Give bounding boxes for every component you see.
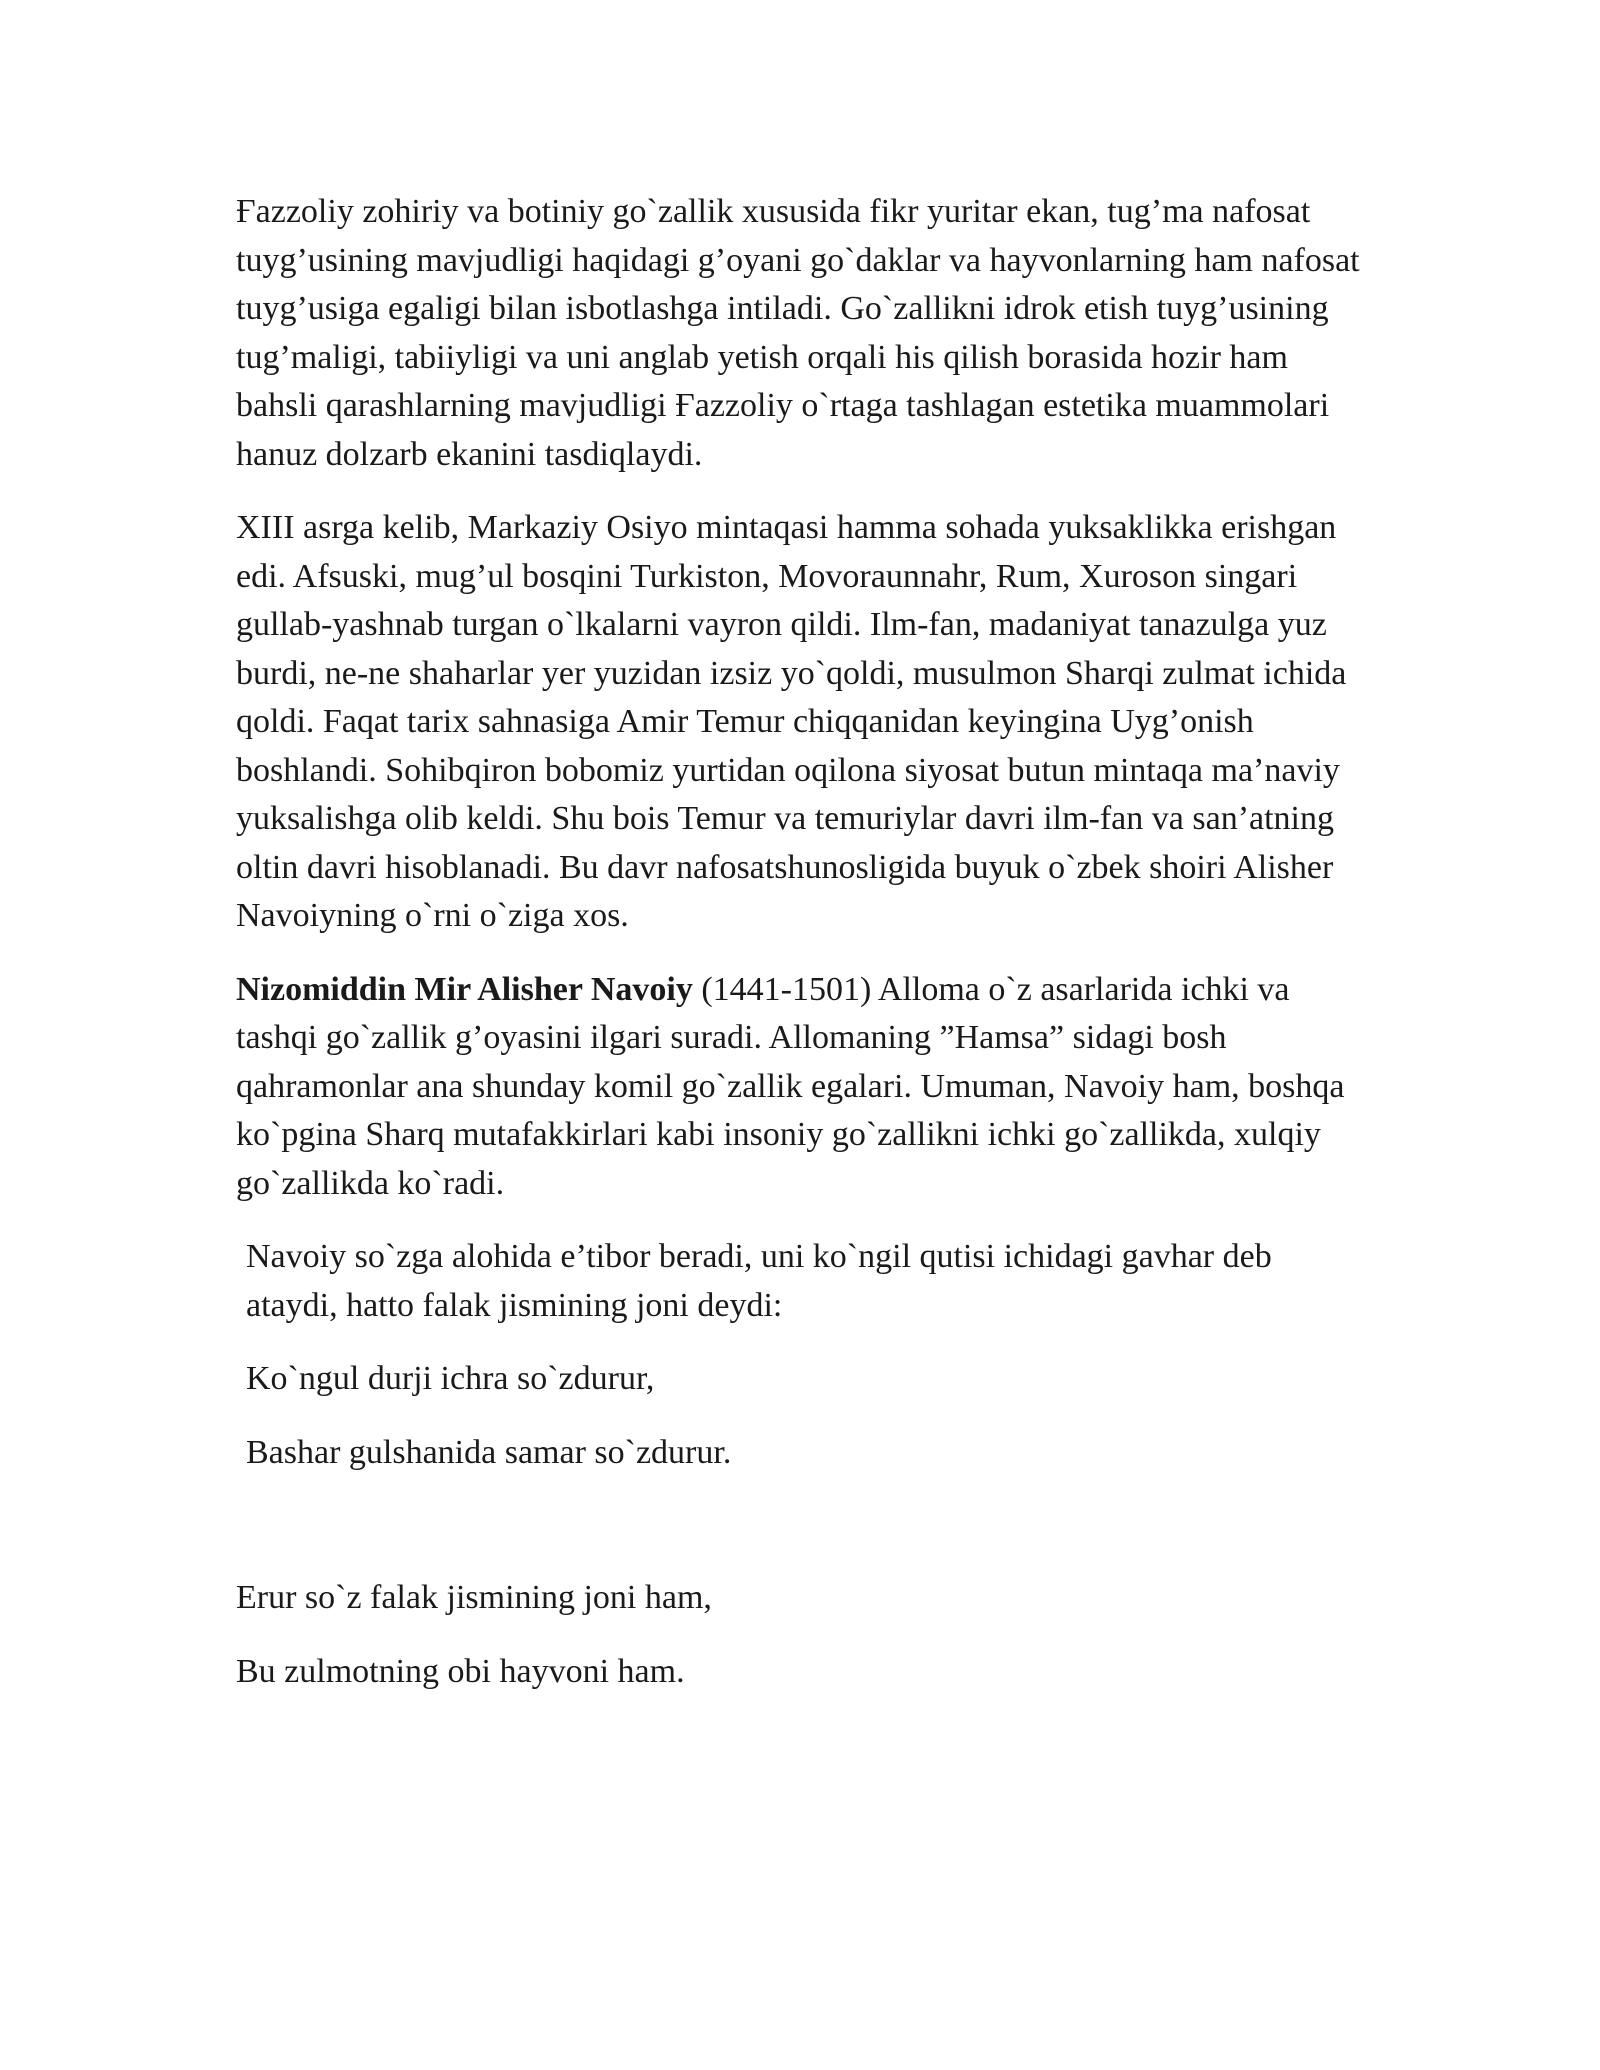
verse-line-3: Erur so`z falak jismining joni ham, bbox=[236, 1579, 712, 1616]
verse-line-1: Ko`ngul durji ichra so`zdurur, bbox=[246, 1360, 655, 1397]
paragraph-verse-intro: Navoiy so`zga alohida e’tibor beradi, uni ko`ngil qutisi ichidagi gavhar deb ataydi, hatto falak jismining joni deydi: bbox=[246, 1238, 1272, 1324]
navoiy-text: (1441-1501) Alloma o`z asarlarida ichki va tashqi go`zallik g’oyasini ilgari suradi. Allomaning ”Hamsa” sidagi bosh qahramonlar ana shunday komil go`zallik egalari. Umuman, Navoiy ham, boshqa ko`pgina Sharq mutafakkirlari kabi insoniy go`zallikni ichki go`zallikda, xulqiy go`zallikda ko`radi. bbox=[236, 970, 1345, 1202]
verse-gap bbox=[236, 1502, 1366, 1574]
paragraph-gazzoliy: Ғazzoliy zohiriy va botiniy go`zallik xususida fikr yuritar ekan, tug’ma nafosat tuyg’usining mavjudligi haqidagi g’oyani go`daklar va hayvonlarning ham nafosat tuyg’usiga egaligi bilan isbotlashga intiladi. Go`zallikni idrok etish tuyg’usining tug’maligi, tabiiyligi va uni anglab yetish orqali his qilish borasida hozir ham bahsli qarashlarning mavjudligi Ғazzoliy o`rtaga tashlagan estetika muammolari hanuz dolzarb ekanini tasdiqlaydi. bbox=[236, 193, 1360, 473]
paragraph-xiii-asr: XIII asrga kelib, Markaziy Osiyo mintaqasi hamma sohada yuksaklikka erishgan edi. Afsuski, mug’ul bosqini Turkiston, Movoraunnahr, Rum, Xuroson singari gullab-yashnab turgan o`lkalarni vayron qildi. Ilm-fan, madaniyat tanazulga yuz burdi, ne-ne shaharlar yer yuzidan izsiz yo`qoldi, musulmon Sharqi zulmat ichida qoldi. Faqat tarix sahnasiga Amir Temur chiqqanidan keyingina Uyg’onish boshlandi. Sohibqiron bobomiz yurtidan oqilona siyosat butun mintaqa ma’naviy yuksalishga olib keldi. Shu bois Temur va temuriylar davri ilm-fan va san’atning oltin davri hisoblanadi. Bu davr nafosatshunosligida buyuk o`zbek shoiri Alisher Navoiyning o`rni o`ziga xos. bbox=[236, 509, 1347, 934]
navoiy-name: Nizomiddin Mir Alisher Navoiy bbox=[236, 970, 693, 1008]
verse-line-2: Bashar gulshanida samar so`zdurur. bbox=[246, 1433, 732, 1471]
paragraph-navoiy bbox=[236, 966, 1366, 1209]
document-page bbox=[236, 188, 1366, 1721]
verse-line-4: Bu zulmotning obi hayvoni ham. bbox=[236, 1652, 685, 1690]
